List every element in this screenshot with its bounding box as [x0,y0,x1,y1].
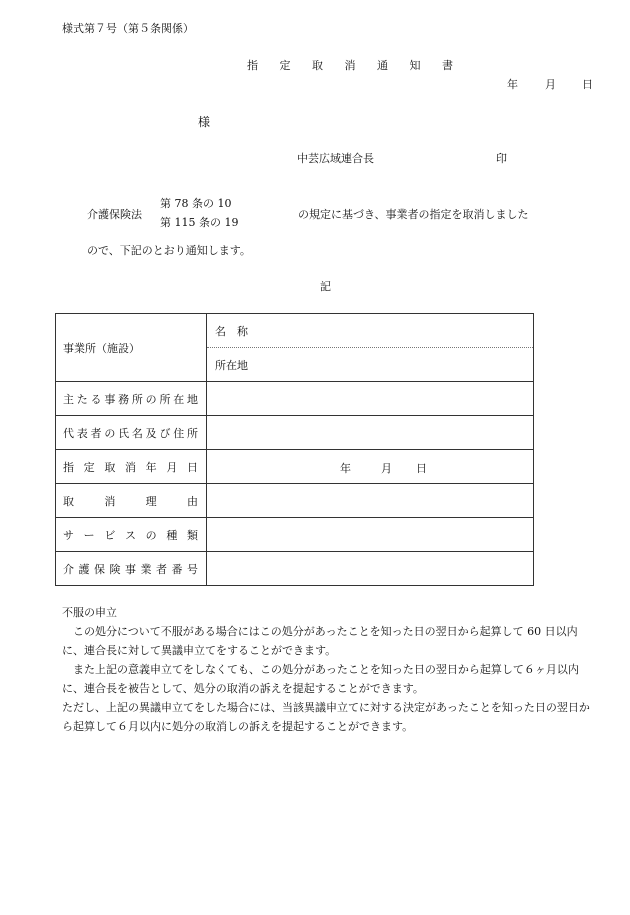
notice-text-line-2: ので、下記のとおり通知します。 [87,244,251,257]
row-label-cell [56,552,207,586]
provider-number-label: 介護保険事業者番号 [63,562,198,576]
facility-address-label: 所在地 [215,358,248,372]
facility-label: 事業所（施設） [63,341,140,355]
article-option-1: 第 78 条の 10 [160,197,232,210]
revocation-date-value [207,450,534,484]
objection-paragraph-2: また上記の意義申立てをしなくても、この処分があったことを知った日の翌日から起算して６ヶ月以内に、連合長を被告として、処分の取消の訴えを提起することができます。 [62,663,579,695]
row-label-cell [56,450,207,484]
facility-name-cell [207,314,534,348]
recipient-honorific: 様 [198,115,211,129]
revocation-reason-label: 取消理由 [63,494,198,508]
document-title: 指 定 取 消 通 知 書 [247,59,462,72]
facility-address-cell [207,348,534,382]
revocation-date-year: 年 [340,462,351,475]
objection-heading: 不服の申立 [62,606,117,619]
service-type-label: サービスの種類 [63,528,198,542]
article-option-2: 第 115 条の 19 [160,216,239,229]
date-month-label: 月 [545,78,556,91]
row-label-cell [56,382,207,416]
objection-paragraph-1: この処分について不服がある場合にはこの処分があったことを知った日の翌日から起算して 60 日以内に、連合長に対して異議申立てをすることができます。 [62,625,578,657]
revocation-date-label: 指定取消年月日 [63,460,198,474]
representative-value [207,416,534,450]
revocation-date-day: 日 [416,462,427,475]
record-heading: 記 [320,280,331,293]
form-number: 様式第７号（第５条関係） [62,22,194,35]
main-office-address-value [207,382,534,416]
row-label-cell [56,518,207,552]
main-office-address-label: 主たる事務所の所在地 [63,392,198,406]
law-name: 介護保険法 [87,208,142,221]
revocation-date-month: 月 [381,462,392,475]
service-type-value [207,518,534,552]
info-table [55,313,534,586]
row-label-cell [56,484,207,518]
representative-label: 代表者の氏名及び住所 [63,426,198,440]
notice-text-line-1: の規定に基づき、事業者の指定を取消しました [298,208,529,221]
facility-label-cell [56,314,207,382]
objection-paragraph-3: ただし、上記の異議申立てをした場合には、当該異議申立てに対する決定があったことを知った日の翌日から起算して６月以内に処分の取消しの訴えを提起することができます。 [62,701,590,733]
provider-number-value [207,552,534,586]
date-year-label: 年 [507,78,518,91]
row-label-cell [56,416,207,450]
seal-mark: 印 [496,152,507,165]
issuer-name: 中芸広域連合長 [297,152,374,165]
date-day-label: 日 [582,78,593,91]
facility-name-label: 名 称 [215,324,248,338]
revocation-reason-value [207,484,534,518]
